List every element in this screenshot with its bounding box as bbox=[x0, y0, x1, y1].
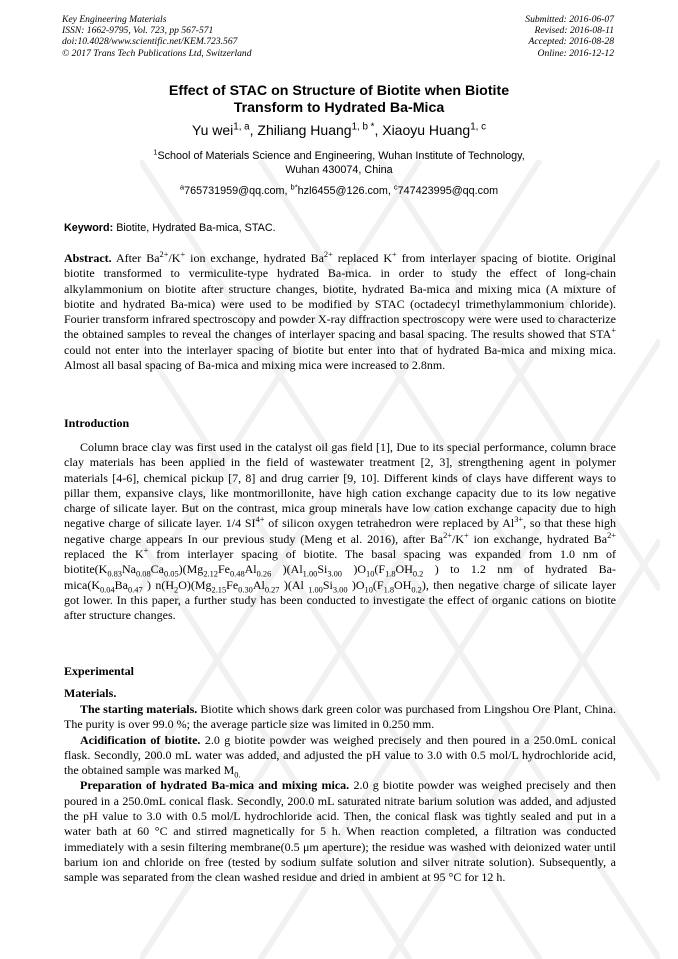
journal-name: Key Engineering Materials bbox=[62, 14, 167, 25]
abstract-text: from interlayer spacing of biotite. Original biotite transformed to vermiculite-type hydrated Ba-mica. in order to study the effect of long-chain alkylammonium on biotite after structure changes, biotite, hydrated Ba-mica and mixing mica (A mixture of biotite and hydrated Ba-mica) were used to be modified by STAC (octadecyl trimethylammonium chloride). Fourier transform infrared spectroscopy and powder X-ray diffraction spectroscopy were were used to characterize the obtained samples to reveal the changes of interlayer spacing and basal spacing. The results showed that STA bbox=[64, 251, 616, 342]
abstract-text: ion exchange, hydrated Ba bbox=[185, 251, 324, 265]
subscript: 1.00 bbox=[302, 569, 318, 579]
title-line-2: Transform to Hydrated Ba-Mica bbox=[233, 100, 445, 116]
subscript: 0. bbox=[234, 770, 241, 780]
intro-text: from interlayer spacing of biotite. The basal spacing was expanded from 1.0 nm of biotite(K bbox=[64, 547, 616, 577]
intro-text: ) to 1.2 nm of hydrated Ba-mica(K bbox=[64, 562, 616, 592]
intro-text: ) n(H bbox=[142, 577, 174, 592]
abstract bbox=[64, 251, 616, 373]
introduction-heading: Introduction bbox=[64, 416, 130, 430]
subscript: 0.83 bbox=[107, 569, 122, 579]
intro-text: Na bbox=[121, 562, 136, 577]
subscript: 0.26 bbox=[256, 569, 272, 579]
acidification-paragraph bbox=[64, 733, 616, 779]
experimental-paragraphs bbox=[64, 702, 616, 886]
intro-text: /K bbox=[452, 531, 465, 546]
intro-text: Ba bbox=[114, 577, 128, 592]
author-name: Yu wei bbox=[192, 122, 234, 138]
intro-text: Al bbox=[252, 577, 265, 592]
intro-text: )(Mg bbox=[178, 562, 204, 577]
superscript: + bbox=[611, 326, 616, 336]
intro-text: )(Al bbox=[279, 577, 309, 592]
subscript: 0.08 bbox=[135, 569, 151, 579]
subscript: 0.05 bbox=[163, 569, 179, 579]
subscript: 0.30 bbox=[238, 585, 253, 595]
intro-text: )O bbox=[347, 577, 365, 592]
affiliation bbox=[60, 149, 618, 177]
superscript: 2+ bbox=[323, 250, 333, 259]
subscript: 0.2 bbox=[411, 585, 422, 595]
journal-info bbox=[62, 14, 252, 59]
subscript: 0.48 bbox=[229, 569, 245, 579]
author-emails bbox=[40, 184, 638, 198]
subscript: 1.8 bbox=[383, 585, 395, 595]
intro-text: , so that these high negative charge appears In our previous study (Meng et al. 2016), after Ba bbox=[64, 516, 617, 546]
subscript: 10 bbox=[366, 569, 375, 579]
intro-text: )(Al bbox=[271, 562, 303, 577]
keywords-label: Keyword: bbox=[64, 222, 114, 234]
author-name: Zhiliang Huang bbox=[257, 122, 352, 138]
paper-title bbox=[40, 83, 638, 117]
intro-text: (F bbox=[374, 562, 386, 577]
subscript: 2.15 bbox=[211, 585, 227, 595]
subscript: 2.12 bbox=[203, 569, 218, 579]
intro-text: O)(Mg bbox=[178, 577, 212, 592]
intro-text: OH bbox=[394, 577, 412, 592]
intro-text: Si bbox=[322, 577, 333, 592]
subscript: 0.47 bbox=[127, 585, 143, 595]
affiliation-line-1: School of Materials Science and Engineering, Wuhan Institute of Technology, bbox=[157, 150, 525, 162]
intro-text: Fe bbox=[217, 562, 230, 577]
affiliation-mark: 1 bbox=[153, 147, 158, 157]
intro-text: ion exchange, hydrated Ba bbox=[468, 531, 608, 546]
intro-text: Fe bbox=[226, 577, 239, 592]
intro-text: ), then negative charge of silicate layer got lower. In this paper, a further study has been conducted to investigate the effect of organic cations on biotite after structure changes. bbox=[64, 577, 616, 623]
revised-date: Revised: 2016-08-11 bbox=[534, 25, 614, 37]
submitted-date: Submitted: 2016-06-07 bbox=[525, 14, 614, 25]
email-link[interactable]: 747423995@qq.com bbox=[397, 185, 499, 197]
submission-dates bbox=[525, 14, 614, 59]
author-affil-mark: 1, b * bbox=[351, 121, 375, 133]
affiliation-line-2: Wuhan 430074, China bbox=[285, 164, 393, 176]
subscript: 10 bbox=[364, 585, 373, 595]
superscript: + bbox=[143, 546, 149, 556]
subscript: 0.27 bbox=[264, 585, 280, 595]
subscript: 2 bbox=[174, 585, 179, 595]
superscript: 2+ bbox=[159, 250, 169, 259]
abstract-label: Abstract. bbox=[64, 251, 112, 265]
accepted-date: Accepted: 2016-08-28 bbox=[528, 36, 614, 48]
abstract-text: After Ba bbox=[115, 251, 160, 265]
superscript: + bbox=[180, 250, 186, 259]
superscript: 4+ bbox=[255, 515, 265, 525]
superscript: 2+ bbox=[443, 530, 453, 540]
materials-heading: Materials. bbox=[64, 686, 117, 700]
author-list: Yu wei$^{1, a}$, Zhiliang Huang$^{1, b *}$, Xiaoyu Huang$^{1, c}$ bbox=[192, 121, 486, 138]
intro-text: replaced the K bbox=[64, 547, 144, 562]
email-link[interactable]: hzl6455@126.com, bbox=[297, 185, 391, 197]
paragraph-label: Preparation of hydrated Ba-mica and mixing mica. bbox=[80, 778, 350, 793]
superscript: 2+ bbox=[607, 530, 616, 540]
intro-text: OH bbox=[395, 562, 413, 577]
paragraph-label: The starting materials. bbox=[80, 702, 198, 716]
intro-text: Al bbox=[244, 562, 257, 577]
email-mark: a bbox=[179, 182, 185, 192]
issn-line: ISSN: 1662-9795, Vol. 723, pp 567-571 bbox=[62, 25, 214, 37]
paragraph-text: 2.0 g biotite powder was weighed precisely and then poured in a 250.0mL conical flask. Secondly, 200.0 mL water was added, and adjusted the pH value to 3.0 with 0.5 mol/L hydrochloride acid, the obtained sample was marked M bbox=[64, 732, 616, 778]
doi-line: doi:10.4028/www.scientific.net/KEM.723.567 bbox=[62, 36, 238, 48]
subscript: 1.8 bbox=[385, 569, 396, 579]
author-affil-mark: 1, a bbox=[233, 121, 250, 133]
superscript: + bbox=[464, 530, 469, 540]
intro-text: (F bbox=[372, 577, 384, 592]
starting-materials-paragraph bbox=[64, 702, 616, 733]
subscript: 0.04 bbox=[99, 585, 115, 595]
intro-text: Ca bbox=[150, 562, 164, 577]
intro-text: )O bbox=[341, 562, 367, 577]
subscript: 3.00 bbox=[332, 585, 348, 595]
superscript: + bbox=[392, 250, 397, 259]
author-affil-mark: 1, c bbox=[470, 121, 486, 133]
preparation-paragraph bbox=[64, 778, 616, 885]
abstract-text: could not enter into the interlayer spacing of biotite but enter into that of hydrated Ba-mica and mixing mica. Almost all basal spacing of Ba-mica and mixing mica were increased to 2.8nm. bbox=[64, 342, 616, 373]
email-link[interactable]: 765731959@qq.com, bbox=[184, 185, 288, 197]
introduction-paragraph bbox=[64, 440, 616, 624]
paragraph-text: Biotite which shows dark green color was purchased from Lingshou Ore Plant, China. The purity is over 99.0 %; the average particle size was limited in 0.250 mm. bbox=[64, 702, 616, 732]
copyright-line: © 2017 Trans Tech Publications Ltd, Switzerland bbox=[62, 47, 252, 59]
author-name: Xiaoyu Huang bbox=[382, 122, 471, 138]
abstract-text: /K bbox=[168, 251, 181, 265]
paragraph-label: Acidification of biotite. bbox=[80, 732, 201, 747]
experimental-heading: Experimental bbox=[64, 664, 134, 678]
email-mark: b* bbox=[290, 182, 298, 192]
subscript: 0.2 bbox=[412, 569, 424, 579]
intro-text: of silicon oxygen tetrahedron were replaced by Al bbox=[264, 516, 515, 531]
subscript: 1.00 bbox=[308, 585, 323, 595]
email-mark: c bbox=[393, 182, 398, 192]
subscript: 3.00 bbox=[327, 569, 342, 579]
superscript: 3+ bbox=[514, 515, 524, 525]
keywords bbox=[64, 221, 616, 235]
abstract-text: replaced K bbox=[332, 251, 393, 265]
paragraph-text: 2.0 g biotite powder was weighed precisely and then poured in a 250.0mL conical flask. Secondly, 200.0 mL saturated nitrate barium solution was added, and adjusted the pH value to 3.0 with 0.5 mol/L hydrochloride acid. Then, the conical flask was tightly sealed and put in a water bath at 60 °C and stirred magnetically for 5 h. When reaction completed, a filtration was conducted immediately with a sesin filtering membrane(0.5 μm aperture); the residue was washed with deionized water until barium ion and chloride on free (tested by sodium sulfate solution and silver nitrate solution). Subsequently, a sample was separated from the clean washed residue and dried in ambient at 95 °C for 12 h. bbox=[64, 778, 616, 885]
keywords-text: Biotite, Hydrated Ba-mica, STAC. bbox=[116, 222, 276, 234]
online-date: Online: 2016-12-12 bbox=[537, 47, 614, 59]
title-line-1: Effect of STAC on Structure of Biotite when Biotite bbox=[168, 83, 510, 99]
intro-text: Column brace clay was first used in the catalyst oil gas field [1], Due to its special performance, column brace clay materials has been applied in the field of wastewater treatment [2, 3], strengthening agent in polymer materials [4-6], chemical pickup [7, 8] and drug carrier [9, 10]. Different kinds of clays have different ways to pillar them, expansive clays, like montmorillonite, have high cation exchange capacity due to its low negative charge of silicate layer. But on the contrast, mica group minerals have low cation exchange capacity due to high negative charge of silicate layer. 1/4 SI bbox=[64, 440, 616, 531]
intro-text: Si bbox=[317, 562, 328, 577]
